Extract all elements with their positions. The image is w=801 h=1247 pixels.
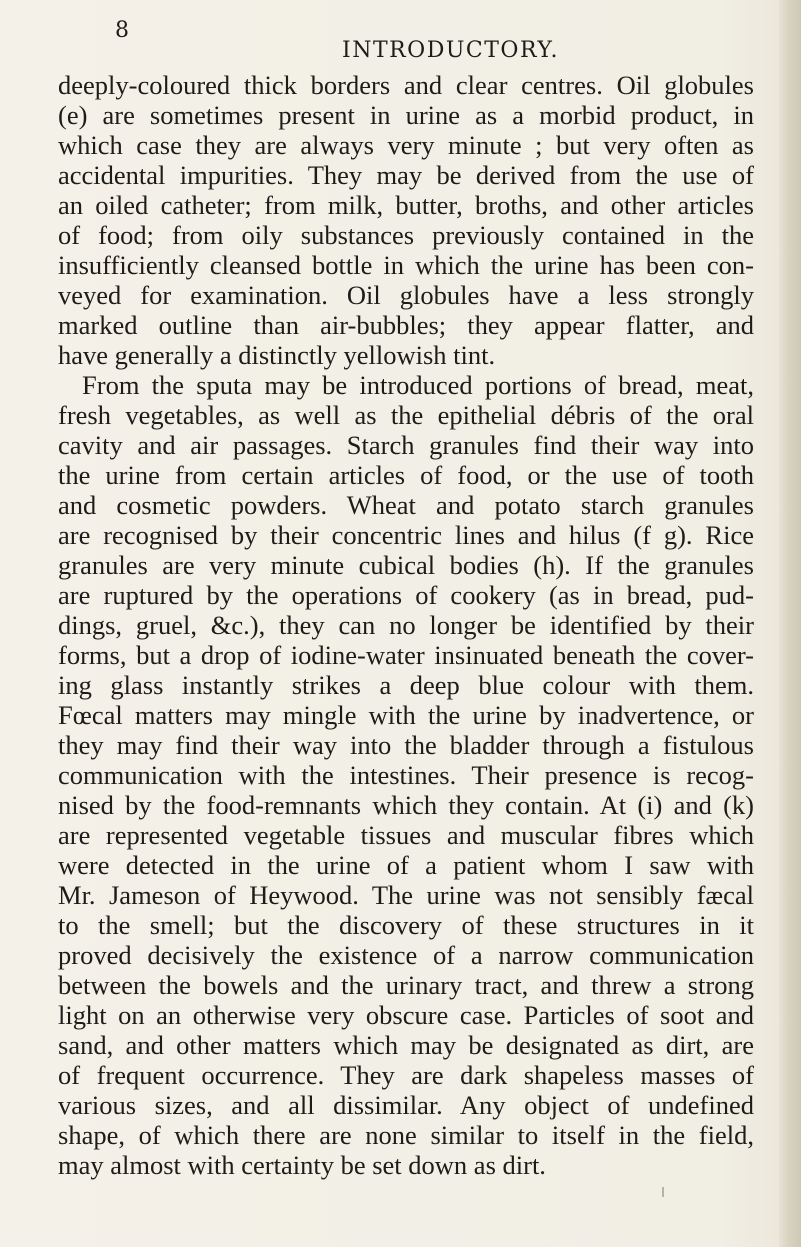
text-line: light on an otherwise very obscure case. Particles of soot and [58, 1000, 754, 1030]
text-line: veyed for examination. Oil globules have a less strongly [58, 280, 754, 310]
text-line: Mr. Jameson of Heywood. The urine was not sensibly fæcal [58, 880, 754, 910]
text-line: have generally a distinctly yellowish tint. [58, 340, 496, 370]
text-line: fresh vegetables, as well as the epithelial débris of the oral [58, 400, 754, 430]
text-line: are represented vegetable tissues and muscular fibres which [58, 820, 754, 850]
text-line: forms, but a drop of iodine-water insinuated beneath the cover- [58, 640, 754, 670]
text-line: of food; from oily substances previously contained in the [58, 220, 754, 250]
body-text [58, 70, 754, 1180]
text-line: nised by the food-remnants which they contain. At (i) and (k) [58, 790, 754, 820]
text-line: marked outline than air-bubbles; they appear flatter, and [58, 310, 754, 340]
text-line: accidental impurities. They may be derived from the use of [58, 160, 754, 190]
text-line: ing glass instantly strikes a deep blue colour with them. [58, 670, 754, 700]
text-line: Fœcal matters may mingle with the urine by inadvertence, or [58, 700, 754, 730]
text-line: sand, and other matters which may be designated as dirt, are [58, 1030, 754, 1060]
text-line: to the smell; but the discovery of these structures in it [58, 910, 754, 940]
text-line: deeply-coloured thick borders and clear centres. Oil globules [58, 70, 754, 100]
text-line: they may find their way into the bladder through a fistulous [58, 730, 754, 760]
text-line: From the sputa may be introduced portions of bread, meat, [82, 370, 754, 400]
text-line: communication with the intestines. Their presence is recog- [58, 760, 754, 790]
text-line: (e) are sometimes present in urine as a morbid product, in [58, 100, 754, 130]
text-line: dings, gruel, &c.), they can no longer be identified by their [58, 610, 754, 640]
running-head: INTRODUCTORY. [342, 38, 560, 63]
text-line: granules are very minute cubical bodies (h). If the granules [58, 550, 754, 580]
text-line: are ruptured by the operations of cookery (as in bread, pud- [58, 580, 754, 610]
text-line: proved decisively the existence of a narrow communication [58, 940, 754, 970]
text-line: the urine from certain articles of food, or the use of tooth [58, 460, 754, 490]
text-line: may almost with certainty be set down as dirt. [58, 1150, 546, 1180]
text-line: are recognised by their concentric lines and hilus (f g). Rice [58, 520, 754, 550]
text-line: cavity and air passages. Starch granules find their way into [58, 430, 754, 460]
print-mark [662, 1187, 664, 1197]
text-line: shape, of which there are none similar to itself in the field, [58, 1120, 754, 1150]
page-edge-shadow [779, 0, 801, 1247]
text-line: insufficiently cleansed bottle in which the urine has been con- [58, 250, 754, 280]
text-line: of frequent occurrence. They are dark shapeless masses of [58, 1060, 754, 1090]
text-line: various sizes, and all dissimilar. Any object of undefined [58, 1090, 754, 1120]
text-line: which case they are always very minute ; but very often as [58, 130, 754, 160]
text-line: and cosmetic powders. Wheat and potato starch granules [58, 490, 754, 520]
page-number: 8 [115, 18, 129, 43]
text-line: an oiled catheter; from milk, butter, broths, and other articles [58, 190, 754, 220]
text-line: between the bowels and the urinary tract, and threw a strong [58, 970, 754, 1000]
text-line: were detected in the urine of a patient whom I saw with [58, 850, 754, 880]
